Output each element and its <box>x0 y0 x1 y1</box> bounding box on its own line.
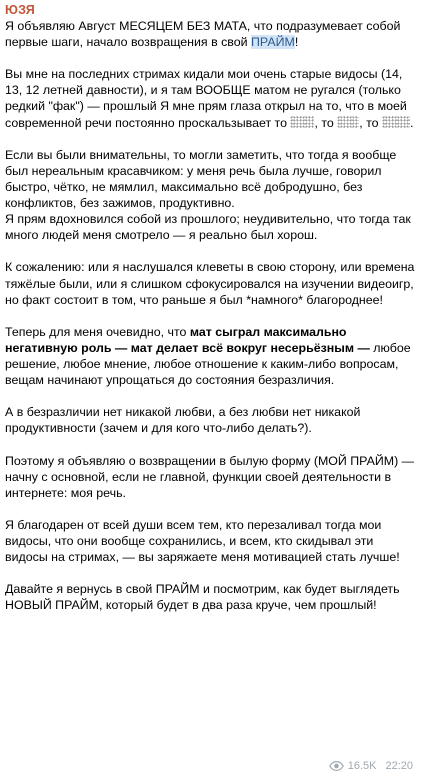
paragraph-9: Давайте я вернусь в свой ПРАЙМ и посмотрим, как будет выглядеть НОВЫЙ ПРАЙМ, который будет в два раза круче, чем прошлый! <box>5 582 400 613</box>
post-meta <box>329 760 413 772</box>
post-time: 22:20 <box>385 760 413 772</box>
paragraph-1-text: Я объявляю Август МЕСЯЦЕМ БЕЗ МАТА, что подразумевает собой первые шаги, начало возвращения в свой <box>5 19 401 50</box>
paragraph-8: Я благодарен от всей души всем тем, кто перезаливал тогда мои видосы, что они вообще сохранились, и всем, кто скидывал эти видосы на стримах, — вы заряжаете меня мотивацией стать лучше! <box>5 517 400 565</box>
paragraph-1-end: ! <box>294 35 299 50</box>
paragraph-4: К сожалению: или я наслушался клеветы в свою сторону, или времена тяжёлые были, или я слишком сфокусировался на изучении видеоигр, но факт состоит в том, что раньше я был *намного* благороднее! <box>5 260 415 307</box>
spoiler-1[interactable] <box>290 116 314 128</box>
eye-icon <box>329 761 344 771</box>
paragraph-2 <box>5 66 415 130</box>
paragraph-5-bold: мат сыграл максимально негативную роль — мат делает всё вокруг несерьёзным — <box>5 324 370 355</box>
spoiler-3[interactable] <box>382 116 410 128</box>
paragraph-3-text-a: Если вы были внимательны, то могли заметить, что тогда я вообще был нереальным красавчиком: у меня речь была лучше, говорил быстро, чётко, не мямлил, максимально всё добродушно, без конфликтов, без зажимов, продуктивно. <box>5 147 397 211</box>
paragraph-3 <box>5 147 415 244</box>
post-author[interactable]: ЮЗЯ <box>5 3 35 17</box>
paragraph-6: А в безразличии нет никакой любви, а без любви нет никакой продуктивности (зачем и для кого что-либо делать?). <box>5 405 361 436</box>
spoiler-2[interactable] <box>337 116 359 128</box>
paragraph-5-text-b: любое решение, любое мнение, любое отношение к каким-либо вопросам, вещам начинают упрощаться до состояния безразличия. <box>5 340 411 388</box>
views-count: 16.5K <box>347 760 377 772</box>
post-text <box>5 18 415 613</box>
paragraph-5 <box>5 324 415 388</box>
paragraph-1 <box>5 18 415 50</box>
paragraph-2-end: . <box>409 115 414 130</box>
paragraph-5-text-a: Теперь для меня очевидно, что <box>5 324 190 339</box>
paragraph-2-sep-2: , то <box>359 115 382 130</box>
paragraph-2-sep-1: , то <box>314 115 338 130</box>
paragraph-7: Поэтому я объявляю о возвращении в былую форму (МОЙ ПРАЙМ) — начну с основной, если не главной, функции своей деятельности в интернете: моя речь. <box>5 453 415 500</box>
highlighted-word: ПРАЙМ <box>251 35 295 50</box>
paragraph-2-text: Вы мне на последних стримах кидали мои очень старые видосы (14, 13, 12 летней давности), и я там ВООБЩЕ матом не ругался (только редкий "фак") — прошлый Я мне прям глаза открыл на то, что в моей современной речи постоянно проскальзывает то <box>5 67 407 130</box>
paragraph-3-text-b: Я прям вдохновился собой из прошлого; неудивительно, что тогда так много людей меня смотрело — я реально был хорош. <box>5 212 411 243</box>
